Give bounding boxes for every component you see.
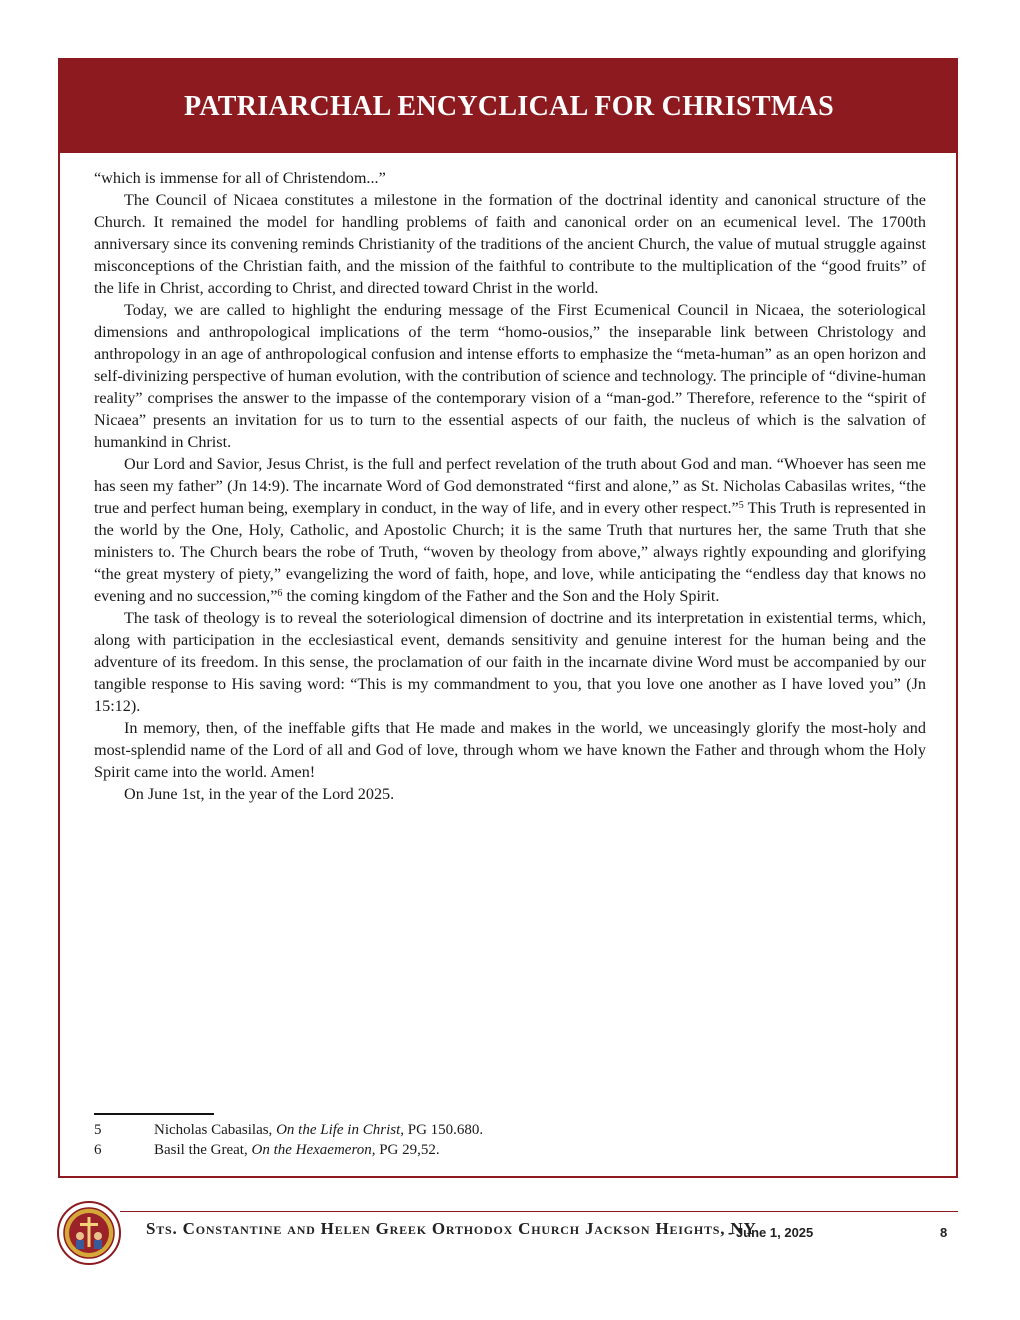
footnote-number: 6 <box>94 1142 102 1158</box>
paragraph-3-part-a: Our Lord and Savior, Jesus Christ, is the full and perfect revelation of the truth about God and man. “Whoever has seen me has seen my father” (Jn 14:9). The incarnate Word of God demonstrated “first and alone,” as St. Nicholas Cabasilas writes, “the true and perfect human being, exemplary in conduct, in the way of life, and in every other respect.” <box>94 455 926 517</box>
page-title: PATRIARCHAL ENCYCLICAL FOR CHRISTMAS <box>184 90 834 122</box>
footer-church-name: Sts. Constantine and Helen Greek Orthodox Church Jackson Heights, NY <box>146 1219 757 1238</box>
church-seal-icon <box>56 1200 122 1266</box>
footnote-ref: PG 150.680. <box>404 1122 484 1138</box>
paragraph-5: In memory, then, of the ineffable gifts that He made and makes in the world, we unceasingly glorify the most-holy and most-splendid name of the Lord of all and God of love, through whom we have known the Father and through whom the Holy Spirit came into the world. Amen! <box>94 719 926 781</box>
paragraph-3-part-c: the coming kingdom of the Father and the Son and the Holy Spirit. <box>282 587 720 605</box>
footnote-6 <box>94 1140 894 1160</box>
footnote-number: 5 <box>94 1122 102 1138</box>
footnote-ref: PG 29,52. <box>375 1142 440 1158</box>
footnotes <box>94 1120 894 1160</box>
paragraph-3-part-b: This Truth is represented in the world by the One, Holy, Catholic, and Apostolic Church; it is the same Truth that nurtures her, the same Truth that she ministers to. The Church bears the robe of Truth, “woven by theology from above,” always rightly expounding and glorifying “the great mystery of piety,” evangelizing the word of faith, hope, and love, while anticipating the “endless day that knows no evening and no succession,” <box>94 499 926 605</box>
page-number: 8 <box>940 1225 948 1240</box>
footnote-ref-6[interactable]: 6 <box>277 588 283 599</box>
paragraph-1: The Council of Nicaea constitutes a milestone in the formation of the doctrinal identity and canonical structure of the Church. It remained the model for handling problems of faith and canonical order on an ecumenical level. The 1700th anniversary since its convening reminds Christianity of the traditions of the ancient Church, the value of mutual struggle against misconceptions of the Christian faith, and the mission of the faithful to contribute to the multiplication of the “good fruits” of the life in Christ, according to Christ, and directed toward Christ in the world. <box>94 191 926 297</box>
header-banner <box>60 60 958 153</box>
footnote-text <box>154 1120 483 1140</box>
footnote-5 <box>94 1120 894 1140</box>
footnote-ref-5[interactable]: 5 <box>738 500 744 511</box>
paragraph-2: Today, we are called to highlight the enduring message of the First Ecumenical Council in Nicaea, the soteriological dimensions and anthropological implications of the term “homo-ousios,” the inseparable link between Christology and anthropology in an age of anthropological confusion and intense efforts to emphasize the “meta-human” as an open horizon and self-divinizing perspective of human evolution, with the contribution of science and technology. The principle of “divine-human reality” comprises the answer to the impasse of the contemporary vision of a “man-god.” Therefore, reference to the “spirit of Nicaea” presents an invitation for us to turn to the essential aspects of our faith, the nucleus of which is the salvation of humankind in Christ. <box>94 301 926 451</box>
paragraph-6: On June 1st, in the year of the Lord 2025. <box>124 785 395 803</box>
encyclical-body <box>94 167 926 805</box>
paragraph-3 <box>94 453 926 607</box>
paragraph-0: “which is immense for all of Christendom...” <box>94 169 386 187</box>
footnote-title: On the Life in Christ, <box>276 1122 404 1138</box>
footnote-author: Nicholas Cabasilas, <box>154 1122 277 1138</box>
footnote-divider <box>94 1113 214 1115</box>
footer-divider <box>120 1211 958 1212</box>
footnote-text <box>154 1140 440 1160</box>
paragraph-4: The task of theology is to reveal the soteriological dimension of doctrine and its interpretation in existential terms, which, along with participation in the ecclesiastical event, demands sensitivity and genuine interest for the human being and the adventure of its freedom. In this sense, the proclamation of our faith in the incarnate divine Word must be accompanied by our tangible response to His saving word: “This is my commandment to you, that you love one another as I have loved you” (Jn 15:12). <box>94 609 926 715</box>
footnote-title: On the Hexaemeron, <box>251 1142 376 1158</box>
footnote-author: Basil the Great, <box>154 1142 252 1158</box>
footer-date: - June 1, 2025 <box>728 1225 814 1240</box>
